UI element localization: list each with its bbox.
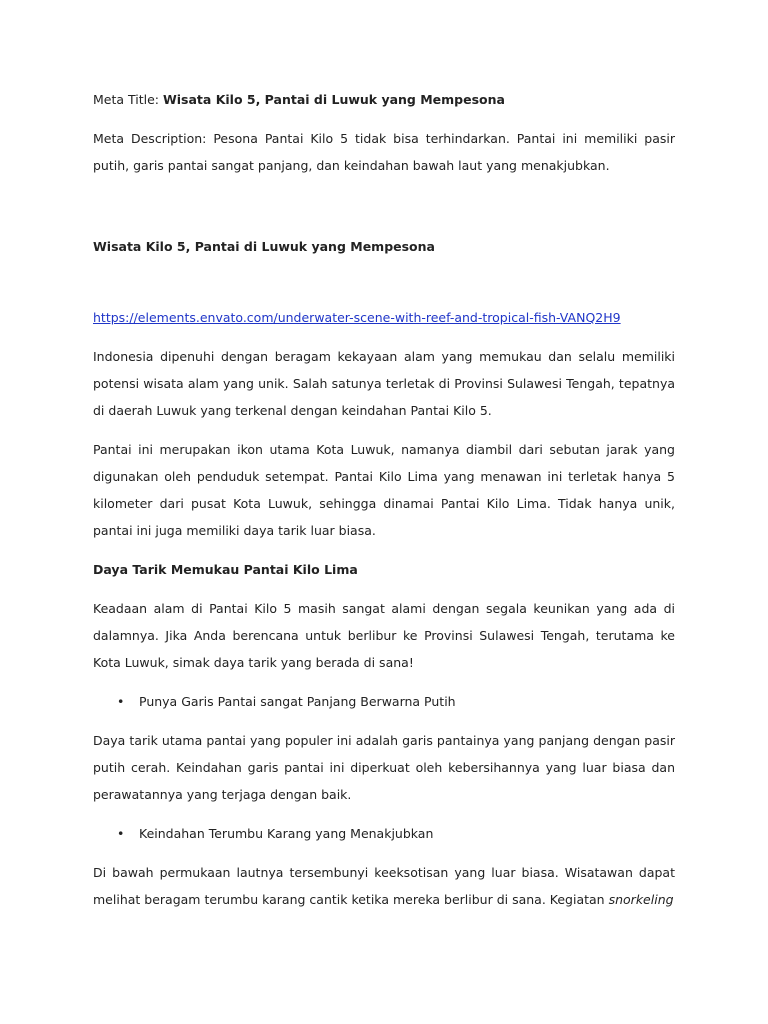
meta-title-line	[93, 86, 675, 113]
list-item	[93, 820, 675, 847]
meta-description-value: Pesona Pantai Kilo 5 tidak bisa terhindarkan. Pantai ini memiliki pasir putih, garis pantai sangat panjang, dan keindahan bawah laut yang menakjubkan.	[93, 131, 675, 173]
spacer	[93, 191, 675, 233]
bullet-label: Punya Garis Pantai sangat Panjang Berwarna Putih	[139, 694, 456, 709]
list-item	[93, 688, 675, 715]
intro-paragraph-2: Pantai ini merupakan ikon utama Kota Luwuk, namanya diambil dari sebutan jarak yang digunakan oleh penduduk setempat. Pantai Kilo Lima yang menawan ini terletak hanya 5 kilometer dari pusat Kota Luwuk, sehingga dinamai Pantai Kilo Lima. Tidak hanya unik, pantai ini juga memiliki daya tarik luar biasa.	[93, 442, 675, 538]
document-body	[93, 86, 675, 925]
meta-description	[93, 125, 675, 179]
section-intro-paragraph: Keadaan alam di Pantai Kilo 5 masih sangat alami dengan segala keunikan yang ada di dalamnya. Jika Anda berencana untuk berlibur ke Provinsi Sulawesi Tengah, terutama ke Kota Luwuk, simak daya tarik yang berada di sana!	[93, 601, 675, 670]
bullet-label: Keindahan Terumbu Karang yang Menakjubkan	[139, 826, 434, 841]
bullet-list-2	[93, 820, 675, 847]
image-source-link[interactable]: https://elements.envato.com/underwater-scene-with-reef-and-tropical-fish-VANQ2H9	[93, 310, 621, 325]
bullet-icon: •	[117, 826, 125, 841]
meta-description-label: Meta Description:	[93, 131, 214, 146]
article-title: Wisata Kilo 5, Pantai di Luwuk yang Mempesona	[93, 239, 435, 254]
bullet-list-1	[93, 688, 675, 715]
snorkeling-term: snorkeling	[608, 892, 674, 907]
meta-title-value: Wisata Kilo 5, Pantai di Luwuk yang Mempesona	[162, 92, 505, 107]
meta-title-label: Meta Title:	[93, 92, 163, 107]
bullet-2-text: Di bawah permukaan lautnya tersembunyi keeksotisan yang luar biasa. Wisatawan dapat melihat beragam terumbu karang cantik ketika mereka berlibur di sana. Kegiatan	[93, 865, 675, 907]
bullet-icon: •	[117, 694, 125, 709]
bullet-2-paragraph	[93, 859, 675, 913]
intro-paragraph-1: Indonesia dipenuhi dengan beragam kekayaan alam yang memukau dan selalu memiliki potensi wisata alam yang unik. Salah satunya terletak di Provinsi Sulawesi Tengah, tepatnya di daerah Luwuk yang terkenal dengan keindahan Pantai Kilo 5.	[93, 349, 675, 418]
spacer	[93, 260, 675, 304]
bullet-1-paragraph: Daya tarik utama pantai yang populer ini adalah garis pantainya yang panjang dengan pasir putih cerah. Keindahan garis pantai ini diperkuat oleh kebersihannya yang luar biasa dan perawatannya yang terjaga dengan baik.	[93, 733, 675, 802]
section-heading: Daya Tarik Memukau Pantai Kilo Lima	[93, 562, 358, 577]
